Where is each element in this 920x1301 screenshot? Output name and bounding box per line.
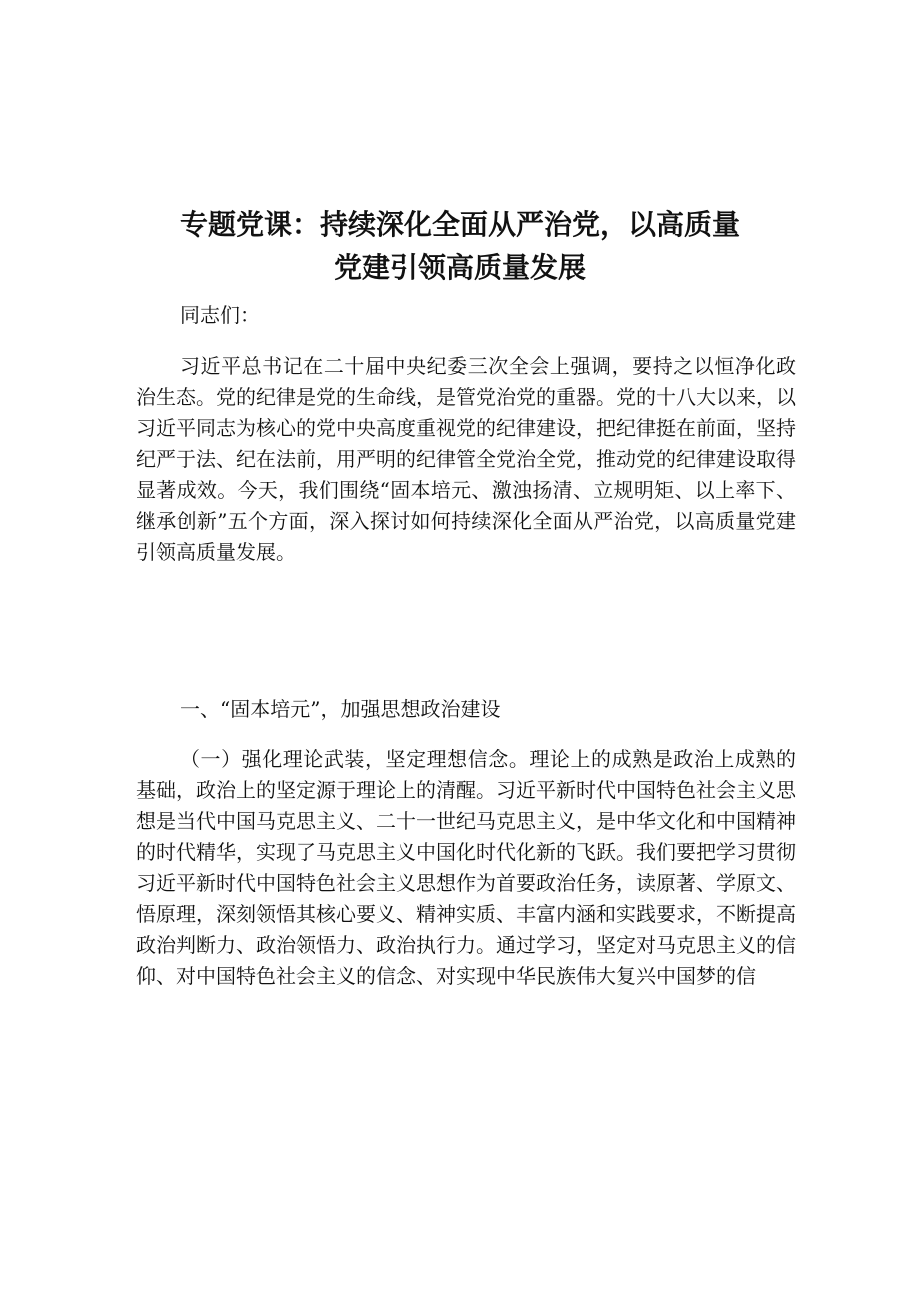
document-title-line-1: 专题党课：持续深化全面从严治党，以高质量: [179, 208, 740, 241]
paragraph-subsection-1: [136, 744, 796, 992]
section-heading-1: [136, 694, 796, 725]
document-title-line-2: 党建引领高质量发展: [333, 251, 586, 284]
paragraph-subsection-1-text: （一）强化理论武装，坚定理想信念。理论上的成熟是政治上成熟的基础，政治上的坚定源于理论上的清醒。习近平新时代中国特色社会主义思想是当代中国马克思主义、二十一世纪马克思主义，是中华文化和中国精神的时代精华，实现了马克思主义中国化时代化新的飞跃。我们要把学习贯彻习近平新时代中国特色社会主义思想作为首要政治任务，读原著、学原文、悟原理，深刻领悟其核心要义、精神实质、丰富内涵和实践要求，不断提高政治判断力、政治领悟力、政治执行力。通过学习，坚定对马克思主义的信仰、对中国特色社会主义的信念、对实现中华民族伟大复兴中国梦的信: [136, 747, 796, 988]
greeting: 同志们：: [180, 303, 260, 327]
section-heading-1-text: 一、“固本培元”，加强思想政治建设: [180, 697, 501, 721]
paragraph-intro: [136, 351, 796, 568]
paragraph-intro-text: 习近平总书记在二十届中央纪委三次全会上强调，要持之以恒净化政治生态。党的纪律是党的生命线，是管党治党的重器。党的十八大以来，以习近平同志为核心的党中央高度重视党的纪律建设，把纪律挺在前面，坚持纪严于法、纪在法前，用严明的纪律管全党治全党，推动党的纪律建设取得显著成效。今天，我们围绕“固本培元、激浊扬清、立规明矩、以上率下、继承创新”五个方面，深入探讨如何持续深化全面从严治党，以高质量党建引领高质量发展。: [136, 354, 796, 564]
